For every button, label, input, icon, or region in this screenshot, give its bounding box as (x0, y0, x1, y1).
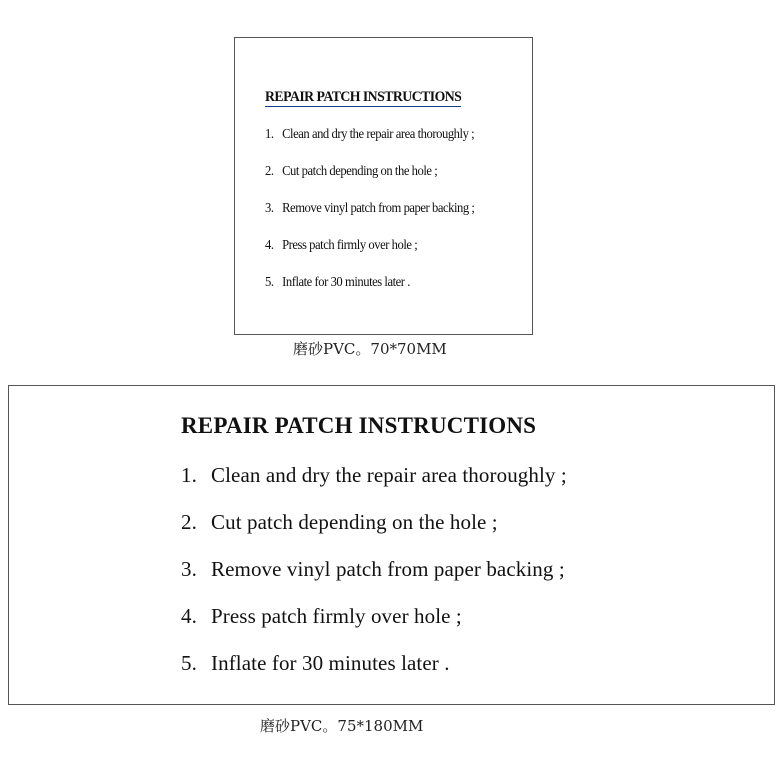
small-instruction-card (234, 37, 533, 335)
step-number: 3. (181, 557, 197, 581)
step-number: 1. (265, 127, 274, 142)
small-card-title: REPAIR PATCH INSTRUCTIONS (265, 89, 462, 105)
small-card-caption: 磨砂PVC。70*70MM (293, 340, 447, 358)
small-step-2 (265, 163, 437, 181)
step-text: Cut patch depending on the hole ; (211, 510, 498, 534)
step-number: 4. (265, 238, 274, 253)
large-step-5 (181, 650, 450, 676)
step-text: Press patch firmly over hole ; (211, 604, 462, 628)
step-number: 1. (181, 463, 197, 487)
step-number: 2. (265, 164, 274, 179)
small-step-1 (265, 126, 474, 144)
step-text: Remove vinyl patch from paper backing ; (282, 201, 475, 216)
large-card-title: REPAIR PATCH INSTRUCTIONS (181, 413, 537, 438)
step-text: Inflate for 30 minutes later . (282, 275, 410, 290)
step-number: 5. (265, 275, 274, 290)
small-step-3 (265, 200, 474, 218)
large-step-1 (181, 462, 567, 488)
step-text: Clean and dry the repair area thoroughly ; (282, 127, 475, 142)
step-number: 3. (265, 201, 274, 216)
step-number: 4. (181, 604, 197, 628)
small-step-5 (265, 274, 410, 292)
small-step-4 (265, 237, 417, 255)
step-number: 5. (181, 651, 197, 675)
large-card-caption: 磨砂PVC。75*180MM (260, 717, 424, 735)
step-text: Remove vinyl patch from paper backing ; (211, 557, 565, 581)
large-step-4 (181, 603, 462, 629)
large-step-2 (181, 509, 498, 535)
large-instruction-card (8, 385, 775, 705)
step-text: Clean and dry the repair area thoroughly ; (211, 463, 567, 487)
step-number: 2. (181, 510, 197, 534)
step-text: Press patch firmly over hole ; (282, 238, 418, 253)
step-text: Cut patch depending on the hole ; (282, 164, 438, 179)
step-text: Inflate for 30 minutes later . (211, 651, 450, 675)
large-step-3 (181, 556, 565, 582)
